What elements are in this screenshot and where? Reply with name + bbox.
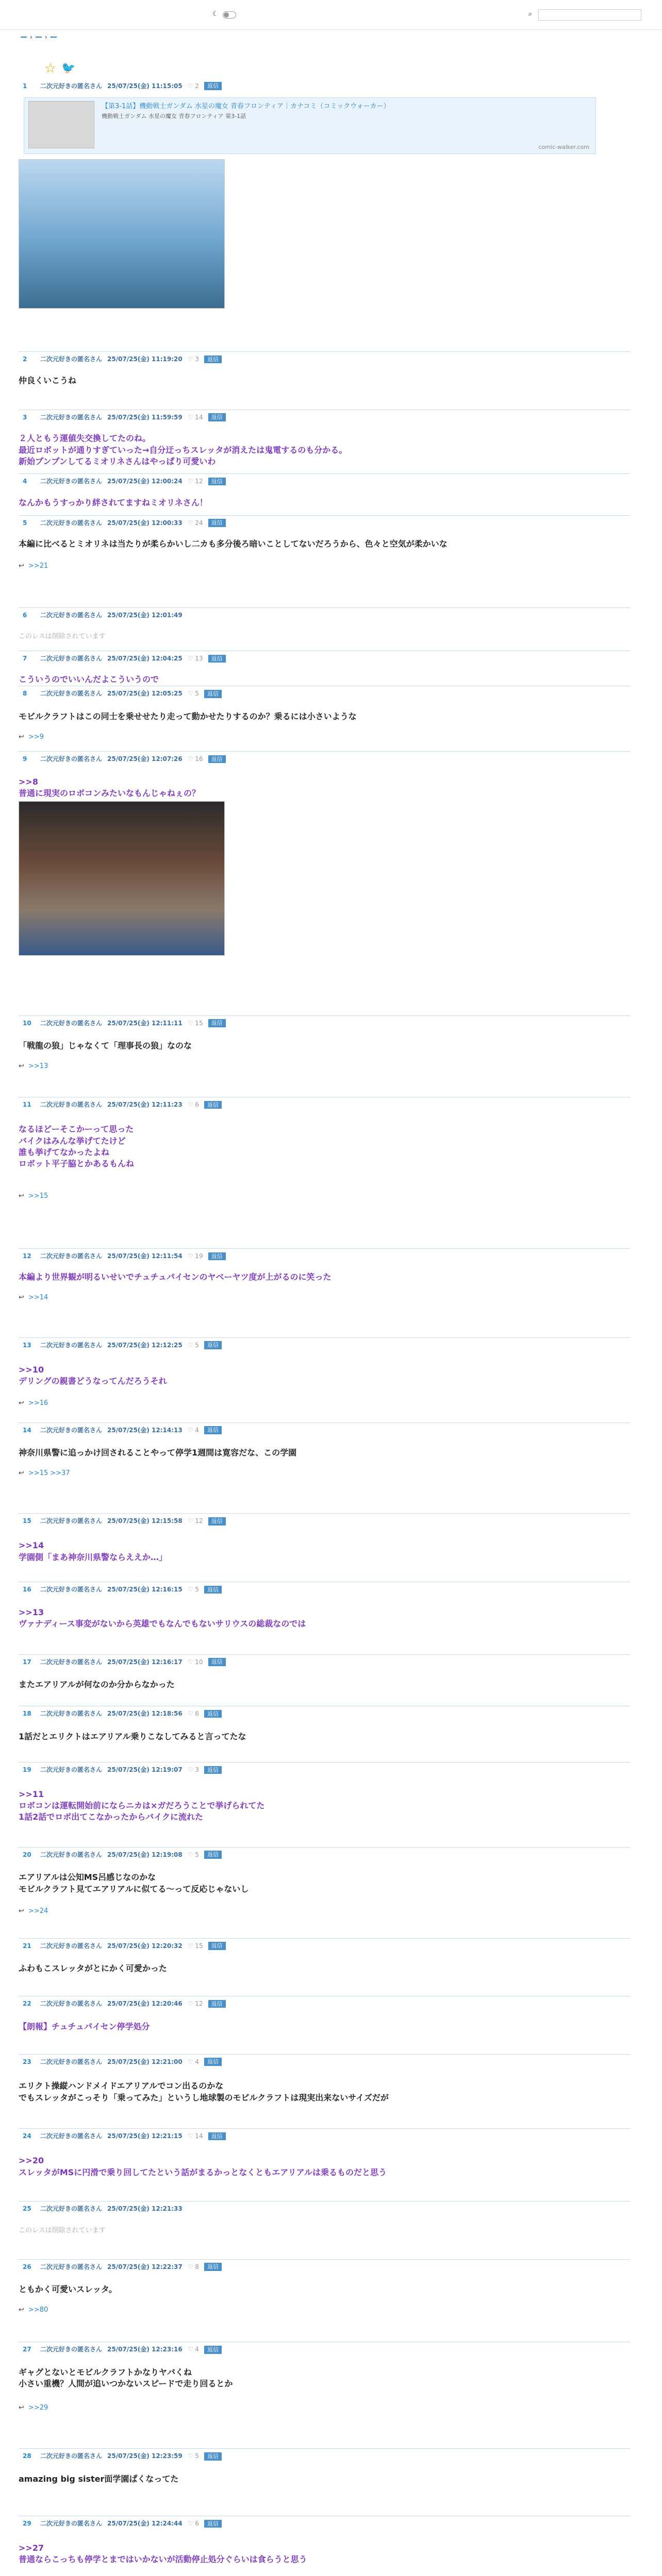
post-author: 二次元好きの匿名さん [40, 1341, 103, 1349]
post-author: 二次元好きの匿名さん [40, 1252, 103, 1260]
post-number[interactable]: 14 [23, 1426, 31, 1434]
post-author: 二次元好きの匿名さん [40, 2452, 103, 2460]
toggle-switch[interactable] [223, 11, 236, 19]
post [19, 477, 630, 515]
post-number[interactable]: 10 [23, 1019, 31, 1027]
reply-button[interactable]: 返信 [208, 655, 226, 663]
post-replies [19, 1469, 70, 1478]
post [19, 519, 630, 608]
like-count[interactable]: ♡ 4 [187, 2058, 199, 2065]
post-body: モビルクラフトはこの同士を乗せせたり走って動かせたりするのか？乗るには小さいような [19, 711, 357, 722]
post-timestamp: 25/07/25(金) 12:24:44 [107, 2520, 183, 2528]
post-timestamp: 25/07/25(金) 12:23:16 [107, 2346, 183, 2353]
post-author: 二次元好きの匿名さん [40, 1658, 103, 1666]
post-replies [19, 1293, 48, 1302]
like-count[interactable]: ♡ 5 [187, 1851, 199, 1858]
post-meta [23, 355, 222, 364]
post-author: 二次元好きの匿名さん [40, 355, 103, 363]
post-body: 【朗報】チュチュパイセン停学処分 [19, 2021, 150, 2031]
reply-button[interactable]: 返信 [204, 1851, 222, 1858]
post-body: 仲良くいこうね [19, 375, 77, 385]
post-timestamp: 25/07/25(金) 12:12:25 [107, 1341, 183, 1349]
post-meta [23, 2452, 222, 2461]
like-count[interactable]: ♡ 6 [187, 1710, 199, 1718]
like-count[interactable]: ♡ 19 [187, 1252, 203, 1260]
post-timestamp: 25/07/25(金) 11:59:59 [107, 413, 183, 421]
reply-arrow-icon: ↩ [19, 2306, 24, 2314]
reply-links[interactable]: >>16 [28, 1399, 48, 1408]
post-number[interactable]: 24 [23, 2132, 31, 2140]
twitter-share-icon[interactable]: 🐦 [61, 61, 76, 75]
like-count[interactable]: ♡ 5 [187, 1586, 199, 1594]
post [19, 1019, 630, 1098]
reply-button[interactable]: 返信 [208, 478, 226, 485]
post-body: このレスは削除されています [19, 2226, 106, 2234]
dark-mode-toggle[interactable] [212, 10, 240, 19]
post-body: ふわもこスレッタがとにかく可愛かった [19, 1963, 167, 1974]
post-author: 二次元好きの匿名さん [40, 2000, 103, 2008]
reply-arrow-icon: ↩ [19, 1907, 24, 1915]
post-author: 二次元好きの匿名さん [40, 690, 103, 698]
post-replies [19, 1907, 48, 1916]
reply-links[interactable]: >>24 [28, 1907, 48, 1915]
post-replies [19, 2403, 48, 2413]
post-number[interactable]: 11 [23, 1101, 31, 1109]
preview-description: 機動戦士ガンダム 水星の魔女 青春フロンティア 第3-1話 [102, 112, 246, 120]
post-meta [23, 689, 222, 698]
post-meta [23, 654, 226, 663]
reply-button[interactable]: 返信 [208, 1252, 226, 1260]
post [19, 1851, 630, 1939]
post-author: 二次元好きの匿名さん [40, 1019, 103, 1027]
like-count[interactable]: ♡ 12 [187, 1517, 203, 1525]
preview-thumbnail [28, 101, 94, 148]
post-timestamp: 25/07/25(金) 12:21:00 [107, 2058, 183, 2065]
post-number[interactable]: 3 [23, 413, 27, 421]
post-timestamp: 25/07/25(金) 12:00:33 [107, 519, 183, 527]
reply-arrow-icon: ↩ [19, 1062, 24, 1071]
post-number[interactable]: 18 [23, 1710, 31, 1718]
post-author: 二次元好きの匿名さん [40, 1942, 103, 1950]
post [19, 82, 630, 352]
like-count[interactable]: ♡ 6 [187, 1101, 199, 1109]
post-replies [19, 1399, 48, 1408]
preview-title[interactable]: 【第3-1話】機動戦士ガンダム 水星の魔女 青春フロンティア｜カナコミ（コミックウォーカー） [102, 102, 390, 110]
post-timestamp: 25/07/25(金) 12:16:17 [107, 1658, 183, 1666]
post [19, 689, 630, 752]
reply-links[interactable]: >>14 [28, 1294, 48, 1302]
like-count[interactable]: ♡ 14 [187, 2132, 203, 2140]
post-number[interactable]: 27 [23, 2346, 31, 2353]
post-author: 二次元好きの匿名さん [40, 2132, 103, 2140]
post-meta [23, 1252, 226, 1261]
post-body: ２人ともう運値失交換してたのね。 最近ロボットが通りすぎていった→自分迂っちスレッタが消えたは鬼電するのも分かる。 新始プンプンしてるミオリネさんはやっぱり可愛いわ [19, 433, 347, 466]
post-number[interactable]: 4 [23, 478, 27, 485]
reply-button[interactable]: 返信 [204, 2346, 222, 2353]
post-timestamp: 25/07/25(金) 12:11:23 [107, 1101, 183, 1109]
post-timestamp: 25/07/25(金) 12:21:15 [107, 2132, 183, 2140]
breadcrumb-top[interactable] [21, 37, 27, 38]
post-body: このレスは削除されています [19, 633, 106, 641]
post-meta [23, 1709, 222, 1718]
reply-arrow-icon: ↩ [19, 1192, 24, 1200]
post-timestamp: 25/07/25(金) 12:11:11 [107, 1019, 183, 1027]
post-meta [23, 477, 226, 486]
post-timestamp: 25/07/25(金) 11:15:05 [107, 82, 183, 90]
post [19, 1341, 630, 1423]
like-count[interactable]: ♡ 24 [187, 519, 203, 527]
post-author: 二次元好きの匿名さん [40, 82, 103, 90]
post [19, 1517, 630, 1582]
post [19, 654, 630, 686]
like-count[interactable]: ♡ 3 [187, 1766, 199, 1773]
post-timestamp: 25/07/25(金) 12:14:13 [107, 1426, 183, 1434]
post-meta [23, 2345, 222, 2354]
post-replies [19, 1062, 48, 1071]
post [19, 1100, 630, 1248]
favorite-star-icon[interactable]: ☆ [44, 60, 57, 76]
reply-links[interactable]: >>21 [28, 562, 48, 570]
like-count[interactable]: ♡ 15 [187, 1019, 203, 1027]
post-timestamp: 25/07/25(金) 12:01:49 [107, 611, 183, 619]
post-author: 二次元好きの匿名さん [40, 2263, 103, 2270]
post-timestamp: 25/07/25(金) 12:16:15 [107, 1586, 183, 1594]
reply-button[interactable]: 返信 [204, 690, 222, 698]
post [19, 1942, 630, 1997]
breadcrumb-category[interactable] [36, 37, 42, 38]
post-number[interactable]: 6 [23, 611, 27, 619]
post-timestamp: 25/07/25(金) 12:22:37 [107, 2263, 183, 2270]
post [19, 611, 630, 651]
moon-icon: ☾ [212, 10, 219, 19]
post-author: 二次元好きの匿名さん [40, 2058, 103, 2065]
post-body: >>14 学園側「まあ神奈川県警ならええか…」 [19, 1540, 168, 1562]
post [19, 2263, 630, 2343]
post-author: 二次元好きの匿名さん [40, 1710, 103, 1718]
post-author: 二次元好きの匿名さん [40, 2205, 103, 2213]
breadcrumb-thread[interactable] [51, 37, 57, 38]
post-meta [23, 1100, 222, 1109]
post-meta [23, 1585, 222, 1594]
post-number[interactable]: 25 [23, 2205, 31, 2213]
post-meta [23, 611, 183, 620]
reply-button[interactable]: 返信 [208, 1942, 226, 1950]
like-count[interactable]: ♡ 14 [187, 413, 203, 421]
post-meta [23, 2519, 222, 2528]
like-count[interactable]: ♡ 10 [187, 1658, 203, 1666]
post-body: >>20 スレッタがMSに円滑で乗り回してたという話がまるかっとなくともエアリアルは乗るものだと思う [19, 2156, 387, 2177]
reply-arrow-icon: ↩ [19, 2403, 24, 2412]
post-author: 二次元好きの匿名さん [40, 1586, 103, 1594]
post-meta [23, 1766, 222, 1774]
post [19, 2205, 630, 2260]
post-number[interactable]: 23 [23, 2058, 31, 2065]
post-author: 二次元好きの匿名さん [40, 1766, 103, 1773]
like-count[interactable]: ♡ 6 [187, 2520, 199, 2528]
post-author: 二次元好きの匿名さん [40, 1851, 103, 1858]
post-body: >>10 デリングの親書どうなってんだろうそれ [19, 1364, 167, 1386]
post [19, 755, 630, 1016]
reply-button[interactable]: 返信 [208, 755, 226, 763]
post [19, 2345, 630, 2449]
link-preview-card[interactable] [24, 97, 596, 154]
post-body: 本編に比べるとミオリネは当たりが柔らかいし二カも多分後ろ暗いことしてないだろうから、色々と空気が柔かいな [19, 539, 448, 549]
reply-button[interactable]: 返信 [204, 355, 222, 363]
post [19, 413, 630, 474]
post-replies [19, 562, 48, 571]
post-author: 二次元好きの匿名さん [40, 478, 103, 485]
post-number[interactable]: 19 [23, 1766, 31, 1773]
reply-button[interactable]: 返信 [204, 1341, 222, 1349]
preview-url: comic-walker.com [538, 144, 589, 151]
reply-arrow-icon: ↩ [19, 1399, 24, 1408]
reply-arrow-icon: ↩ [19, 1469, 24, 1478]
like-count[interactable]: ♡ 3 [187, 355, 199, 363]
post [19, 2452, 630, 2516]
post [19, 1766, 630, 1848]
post-timestamp: 25/07/25(金) 12:05:25 [107, 690, 183, 698]
post-number[interactable]: 15 [23, 1517, 31, 1525]
post-number[interactable]: 16 [23, 1586, 31, 1594]
post-meta [23, 2132, 226, 2141]
post-number[interactable]: 7 [23, 655, 27, 663]
post-body: amazing big sister面学園ぱくなってた [19, 2474, 179, 2484]
post-meta [23, 2263, 222, 2272]
post-meta [23, 1341, 222, 1350]
post-meta [23, 1426, 222, 1435]
post-number[interactable]: 29 [23, 2520, 31, 2528]
post-number[interactable]: 8 [23, 690, 27, 698]
reply-links[interactable]: >>13 [28, 1062, 48, 1071]
post-replies [19, 2306, 48, 2315]
reply-button[interactable]: 返信 [204, 82, 222, 90]
post-number[interactable]: 17 [23, 1658, 31, 1666]
post-meta [23, 1999, 226, 2008]
post-replies [19, 1192, 48, 1201]
reply-button[interactable]: 返信 [208, 413, 226, 421]
reply-button[interactable]: 返信 [208, 2132, 226, 2140]
post-image[interactable] [19, 801, 225, 956]
reply-button[interactable]: 返信 [208, 1658, 226, 1666]
post-body: >>8 普通に現実のロボコンみたいなもんじゃねぇの？ [19, 776, 201, 799]
post-number[interactable]: 12 [23, 1252, 31, 1260]
post-timestamp: 25/07/25(金) 12:23:59 [107, 2452, 183, 2460]
post-body: 「戦龍の狼」じゃなくて「理事長の狼」なのな [19, 1041, 192, 1051]
reply-links[interactable]: >>9 [28, 733, 44, 741]
post-body: エリクト操縦ハンドメイドエアリアルでコン出るのかな でもスレッタがこっそり「乗ってみた」というし地球製のモビルクラフトは現実出来ないサイズだが [19, 2081, 389, 2103]
post-timestamp: 25/07/25(金) 12:11:54 [107, 1252, 183, 1260]
post-image[interactable] [19, 159, 225, 309]
thread-title-bar [39, 59, 641, 78]
site-header [0, 0, 662, 30]
post [19, 2132, 630, 2201]
like-count[interactable]: ♡ 2 [187, 82, 199, 90]
post-body: なんかもうすっかり絆されてますねミオリネさん！ [19, 497, 208, 507]
reply-button[interactable]: 返信 [204, 1766, 222, 1774]
post-timestamp: 25/07/25(金) 12:20:32 [107, 1942, 183, 1950]
post [19, 2058, 630, 2129]
post-author: 二次元好きの匿名さん [40, 2520, 103, 2528]
post-number[interactable]: 28 [23, 2452, 31, 2460]
post-timestamp: 25/07/25(金) 12:07:26 [107, 755, 183, 763]
breadcrumb [21, 33, 641, 42]
search-icon: ⌕ [528, 10, 532, 19]
post-timestamp: 25/07/25(金) 12:21:33 [107, 2205, 183, 2213]
post [19, 1658, 630, 1707]
post-number[interactable]: 1 [23, 82, 27, 90]
post-timestamp: 25/07/25(金) 12:18:56 [107, 1710, 183, 1718]
like-count[interactable]: ♡ 4 [187, 1426, 199, 1434]
reply-arrow-icon: ↩ [19, 1294, 24, 1302]
reply-button[interactable]: 返信 [204, 1586, 222, 1594]
post-body: エアリアルは公知MS呂感じなのかな モビルクラフト見てエアリアルに似てる～って反応じゃないし [19, 1872, 249, 1894]
reply-button[interactable]: 返信 [208, 2000, 226, 2008]
post-timestamp: 25/07/25(金) 12:19:08 [107, 1851, 183, 1858]
post-body: ギャグとないとモビルクラフトかなりヤバくね 小さい重機？人間が追いつかないスピードで走り回るとか [19, 2367, 233, 2389]
post-body: こういうのでいいんだよこういうので [19, 674, 159, 685]
post-number[interactable]: 26 [23, 2263, 31, 2270]
post-meta [23, 413, 226, 422]
post-author: 二次元好きの匿名さん [40, 655, 103, 663]
post-author: 二次元好きの匿名さん [40, 1517, 103, 1525]
post-author: 二次元好きの匿名さん [40, 611, 103, 619]
post-author: 二次元好きの匿名さん [40, 755, 103, 763]
reply-button[interactable]: 返信 [204, 2058, 222, 2065]
search-box [528, 9, 641, 21]
reply-button[interactable]: 返信 [204, 2263, 222, 2270]
post-body: なるほどーそこかーって思った バイクはみんな挙げてたけど 誰も挙げてなかったよね ロボット平子脇とかあるもんね [19, 1124, 135, 1169]
reply-button[interactable]: 返信 [204, 2452, 222, 2460]
post [19, 2519, 630, 2576]
post-author: 二次元好きの匿名さん [40, 1426, 103, 1434]
post-author: 二次元好きの匿名さん [40, 519, 103, 527]
post [19, 1999, 630, 2055]
reply-button[interactable]: 返信 [208, 1019, 226, 1027]
reply-button[interactable]: 返信 [208, 1517, 226, 1525]
post-body: >>27 普通ならこっちも停学とまではいかないが活動停止処分ぐらいは食らうと思う [19, 2543, 307, 2565]
post-number[interactable]: 13 [23, 1341, 31, 1349]
post-author: 二次元好きの匿名さん [40, 1101, 103, 1109]
post-meta [23, 1942, 226, 1951]
post-body: ともかく可愛いスレッタ。 [19, 2284, 117, 2295]
post-meta [23, 519, 226, 528]
post-meta [23, 2058, 222, 2066]
post-timestamp: 25/07/25(金) 12:00:24 [107, 478, 183, 485]
reply-button[interactable]: 返信 [204, 1426, 222, 1434]
post-body: またエアリアルが何なのか分からなかった [19, 1680, 175, 1690]
post-body: 1話だとエリクトはエアリアル乗りこなしてみると言ってたな [19, 1731, 246, 1741]
post-number[interactable]: 9 [23, 755, 27, 763]
like-count[interactable]: ♡ 8 [187, 2263, 199, 2270]
post-body: >>13 ヴァナディース事変がないから英雄でもなんでもないサリウスの総裁なのでは [19, 1607, 306, 1629]
reply-links[interactable]: >>15 [28, 1192, 48, 1200]
post-number[interactable]: 22 [23, 2000, 31, 2008]
like-count[interactable]: ♡ 5 [187, 690, 199, 698]
post-body: 神奈川県警に追っかけ回されることやって停学1週間は寛容だな、この学園 [19, 1448, 297, 1458]
search-input[interactable] [538, 9, 641, 21]
breadcrumb-separator: › [30, 33, 32, 41]
post-meta [23, 82, 222, 91]
post [19, 1709, 630, 1762]
post-meta [23, 1019, 226, 1028]
post [19, 1585, 630, 1655]
post-number[interactable]: 5 [23, 519, 27, 527]
post-author: 二次元好きの匿名さん [40, 413, 103, 421]
post-meta [23, 2205, 183, 2213]
post [19, 1426, 630, 1514]
post-timestamp: 25/07/25(金) 12:04:25 [107, 655, 183, 663]
post-timestamp: 25/07/25(金) 12:19:07 [107, 1766, 183, 1773]
reply-button[interactable]: 返信 [208, 519, 226, 527]
post-number[interactable]: 2 [23, 355, 27, 363]
reply-links[interactable]: >>29 [28, 2403, 48, 2412]
post [19, 355, 630, 410]
post-timestamp: 25/07/25(金) 12:20:46 [107, 2000, 183, 2008]
like-count[interactable]: ♡ 12 [187, 478, 203, 485]
reply-arrow-icon: ↩ [19, 562, 24, 570]
post [19, 1252, 630, 1338]
like-count[interactable]: ♡ 16 [187, 755, 203, 763]
reply-links[interactable]: >>15 >>37 [28, 1469, 70, 1478]
post-author: 二次元好きの匿名さん [40, 2346, 103, 2353]
like-count[interactable]: ♡ 13 [187, 655, 203, 663]
reply-button[interactable]: 返信 [204, 1101, 222, 1109]
post-meta [23, 1658, 226, 1667]
like-count[interactable]: ♡ 5 [187, 2452, 199, 2460]
reply-button[interactable]: 返信 [204, 1710, 222, 1718]
post-number[interactable]: 21 [23, 1942, 31, 1950]
reply-arrow-icon: ↩ [19, 733, 24, 741]
post-timestamp: 25/07/25(金) 11:19:20 [107, 355, 183, 363]
post-meta [23, 1851, 222, 1859]
breadcrumb-separator: › [44, 33, 47, 41]
post-number[interactable]: 20 [23, 1851, 31, 1858]
like-count[interactable]: ♡ 15 [187, 1942, 203, 1950]
post-meta [23, 1517, 226, 1526]
like-count[interactable]: ♡ 12 [187, 2000, 203, 2008]
post-replies [19, 733, 44, 742]
post-timestamp: 25/07/25(金) 12:15:58 [107, 1517, 183, 1525]
post-meta [23, 755, 226, 764]
reply-button[interactable]: 返信 [204, 2520, 222, 2528]
reply-links[interactable]: >>80 [28, 2306, 48, 2314]
like-count[interactable]: ♡ 4 [187, 2346, 199, 2353]
post-body: 本編より世界観が明るいせいでチュチュパイセンのヤベーヤツ度が上がるのに笑った [19, 1272, 332, 1282]
post-body: >>11 ロボコンは運転開始前にならニカは×ガだろうことで挙げられてた 1話2話でロボ出てこなかったからバイクに流れた [19, 1789, 265, 1822]
like-count[interactable]: ♡ 5 [187, 1341, 199, 1349]
